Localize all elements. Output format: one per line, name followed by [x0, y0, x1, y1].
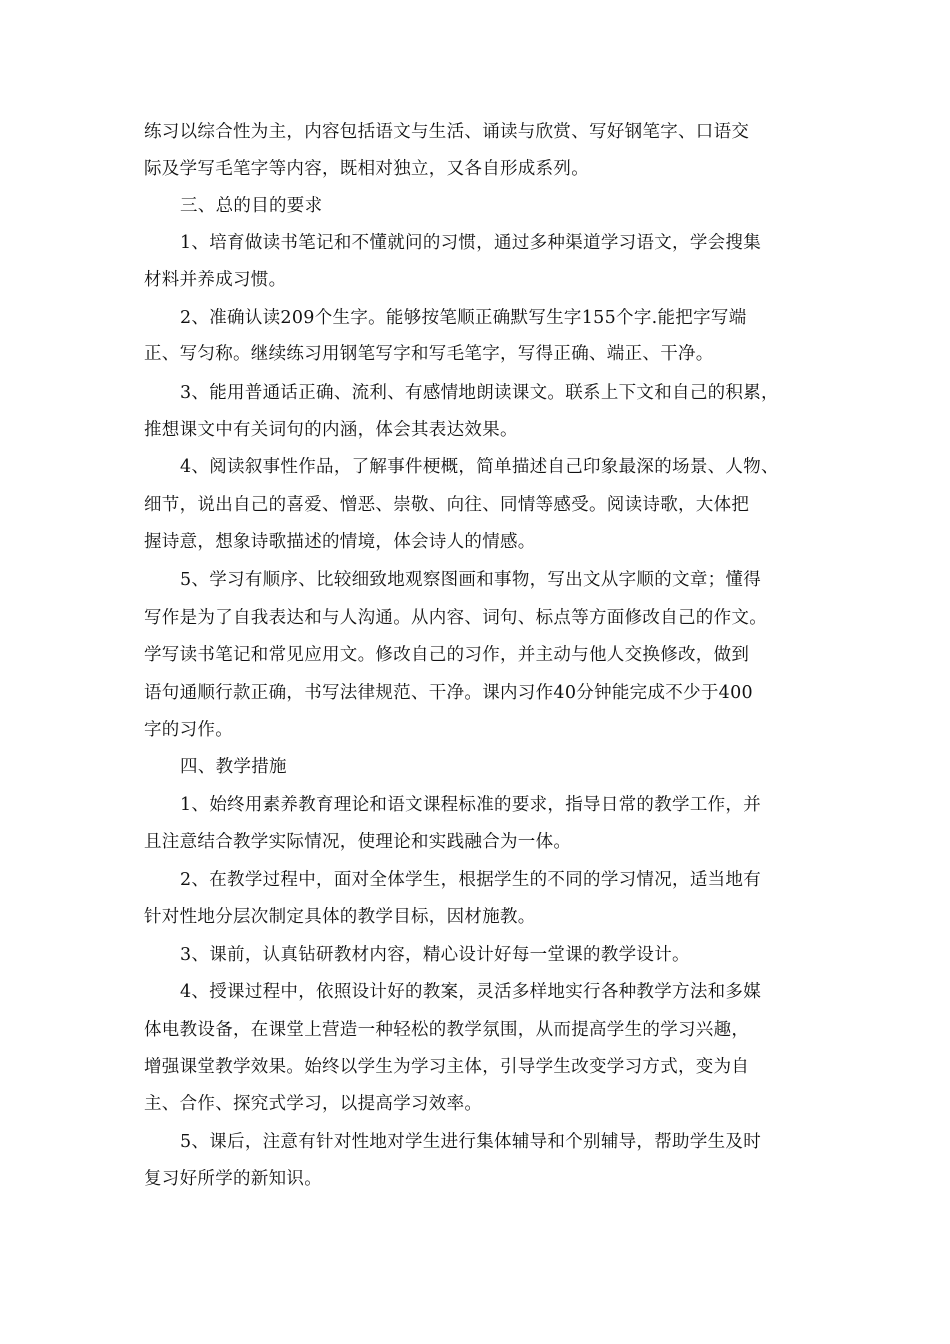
text-line: 材料并养成习惯。	[144, 270, 287, 290]
text-line: 主、合作、探究式学习，以提高学习效率。	[144, 1094, 483, 1114]
text-line: 3、课前，认真钻研教材内容，精心设计好每一堂课的教学设计。	[180, 945, 690, 965]
text-line: 且注意结合教学实际情况，使理论和实践融合为一体。	[144, 832, 572, 852]
text-line: 2、在教学过程中，面对全体学生，根据学生的不同的学习情况，适当地有	[180, 870, 762, 890]
text-line: 际及学写毛笔字等内容，既相对独立，又各自形成系列。	[144, 159, 589, 179]
text-line: 字的习作。	[144, 720, 233, 740]
text-line: 细节，说出自己的喜爱、憎恶、崇敬、向往、同情等感受。阅读诗歌，大体把	[144, 495, 750, 515]
text-line: 练习以综合性为主，内容包括语文与生活、诵读与欣赏、写好钢笔字、口语交	[144, 122, 750, 142]
section-heading: 三、总的目的要求	[180, 196, 323, 216]
text-line: 正、写匀称。继续练习用钢笔写字和写毛笔字，写得正确、端正、干净。	[144, 344, 714, 364]
text-line: 5、课后，注意有针对性地对学生进行集体辅导和个别辅导，帮助学生及时	[180, 1132, 762, 1152]
text-line: 写作是为了自我表达和与人沟通。从内容、词句、标点等方面修改自己的作文。	[144, 608, 767, 628]
text-line: 1、培育做读书笔记和不懂就问的习惯，通过多种渠道学习语文，学会搜集	[180, 233, 762, 253]
text-line: 握诗意，想象诗歌描述的情境，体会诗人的情感。	[144, 532, 536, 552]
text-line: 4、阅读叙事性作品，了解事件梗概，简单描述自己印象最深的场景、人物、	[180, 457, 779, 477]
section-heading: 四、教学措施	[180, 757, 287, 777]
text-line: 语句通顺行款正确，书写法律规范、干净。课内习作40分钟能完成不少于400	[144, 683, 753, 703]
text-line: 4、授课过程中，依照设计好的教案，灵活多样地实行各种教学方法和多媒	[180, 982, 762, 1002]
text-line: 3、能用普通话正确、流利、有感情地朗读课文。联系上下文和自己的积累，	[180, 383, 779, 403]
text-line: 2、准确认读209个生字。能够按笔顺正确默写生字155个字.能把字写端	[180, 308, 747, 328]
text-line: 体电教设备，在课堂上营造一种轻松的教学氛围，从而提高学生的学习兴趣，	[144, 1020, 750, 1040]
text-line: 推想课文中有关词句的内涵，体会其表达效果。	[144, 420, 518, 440]
text-line: 针对性地分层次制定具体的教学目标，因材施教。	[144, 907, 536, 927]
text-line: 1、始终用素养教育理论和语文课程标准的要求，指导日常的教学工作，并	[180, 795, 762, 815]
text-line: 5、学习有顺序、比较细致地观察图画和事物，写出文从字顺的文章；懂得	[180, 570, 762, 590]
text-line: 复习好所学的新知识。	[144, 1169, 322, 1189]
text-line: 学写读书笔记和常见应用文。修改自己的习作，并主动与他人交换修改，做到	[144, 645, 750, 665]
text-line: 增强课堂教学效果。始终以学生为学习主体，引导学生改变学习方式，变为自	[144, 1057, 750, 1077]
